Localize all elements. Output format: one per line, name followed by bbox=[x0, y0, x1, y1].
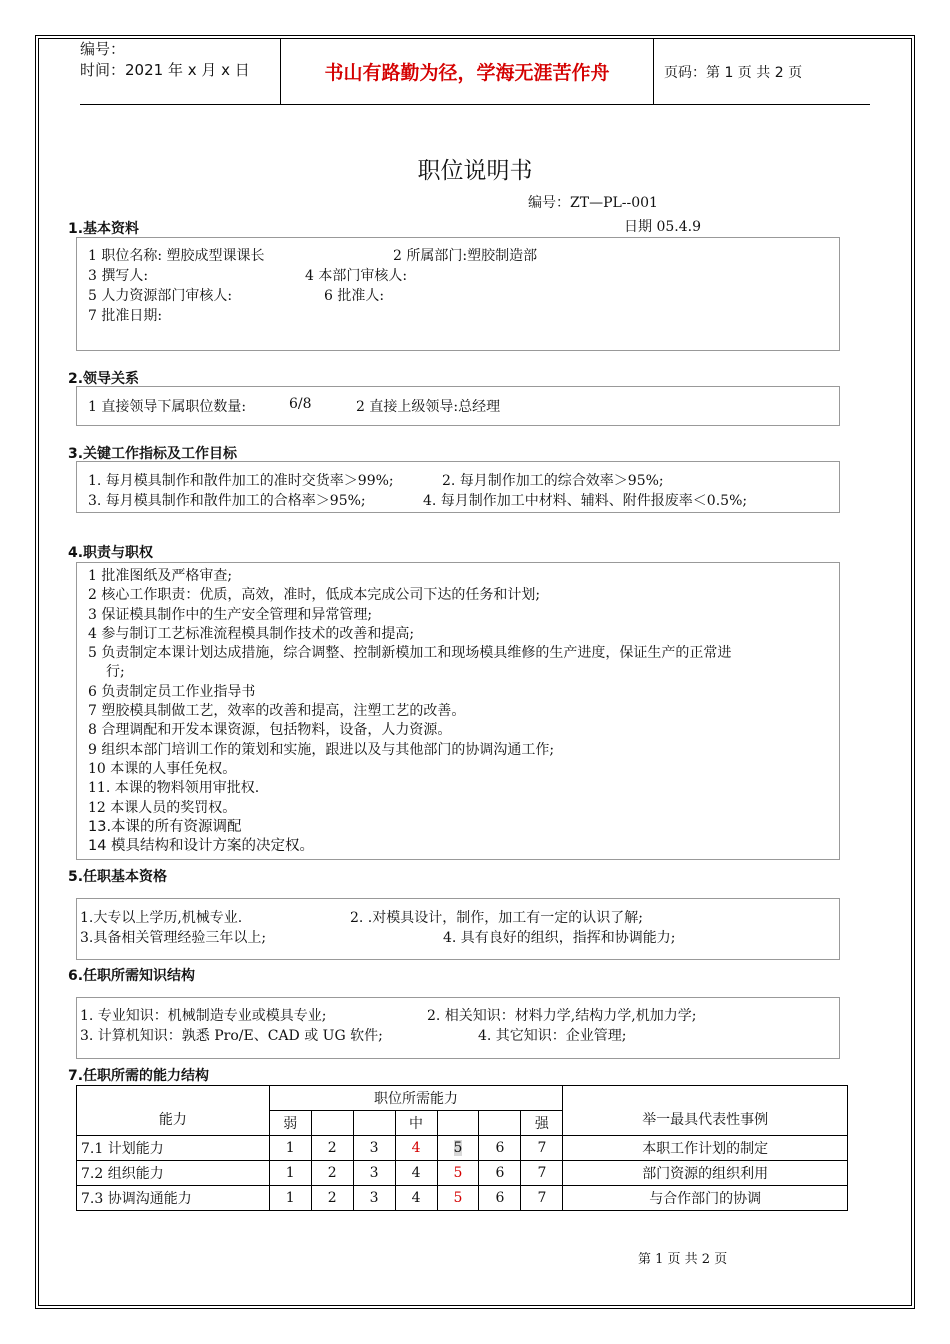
section-4-heading: 4.职责与职权 bbox=[68, 545, 154, 561]
level-cell: 3 bbox=[353, 1161, 395, 1186]
level-cell: 2 bbox=[311, 1136, 353, 1161]
level-cell: 1 bbox=[269, 1136, 311, 1161]
qualification-1: 1.大专以上学历,机械专业. bbox=[80, 910, 243, 926]
section-2-heading: 2.领导关系 bbox=[68, 371, 140, 387]
document-header bbox=[80, 38, 870, 105]
subordinates-value: 6/8 bbox=[289, 396, 312, 412]
page-info: 页码：第 1 页 共 2 页 bbox=[664, 65, 803, 81]
level-cell: 4 bbox=[395, 1186, 437, 1211]
level-cell: 1 bbox=[269, 1161, 311, 1186]
kpi-3: 3. 每月模具制作和散件加工的合格率＞95%; bbox=[88, 493, 366, 509]
ability-name: 7.2 组织能力 bbox=[77, 1161, 270, 1186]
level-cell-selected: 4 bbox=[395, 1136, 437, 1161]
level-cell-selected: 5 bbox=[437, 1186, 479, 1211]
table-header-row bbox=[77, 1086, 848, 1111]
table-row bbox=[77, 1186, 848, 1211]
approve-date: 7 批准日期: bbox=[88, 308, 163, 324]
level-cell: 6 bbox=[479, 1186, 521, 1211]
duty-item: 9 组织本部门培训工作的策划和实施，跟进以及与其他部门的协调沟通工作; bbox=[88, 741, 555, 758]
knowledge-2: 2. 相关知识：材料力学,结构力学,机加力学; bbox=[427, 1008, 697, 1024]
direct-superior: 2 直接上级领导:总经理 bbox=[356, 399, 501, 415]
duty-item: 7 塑胶模具制做工艺，效率的改善和提高，注塑工艺的改善。 bbox=[88, 703, 466, 720]
col-ability: 能力 bbox=[77, 1086, 270, 1136]
scale-weak: 弱 bbox=[269, 1111, 311, 1136]
section-3-heading: 3.关键工作指标及工作目标 bbox=[68, 446, 238, 462]
duty-item: 11. 本课的物料领用审批权. bbox=[88, 780, 260, 797]
level-cell: 7 bbox=[521, 1136, 563, 1161]
ability-example: 与合作部门的协调 bbox=[563, 1186, 848, 1211]
level-cell: 7 bbox=[521, 1186, 563, 1211]
header-meta bbox=[80, 38, 280, 104]
duty-item: 5 负责制定本课计划达成措施，综合调整、控制新模加工和现场模具维修的生产进度，保证生产的正常进 bbox=[88, 645, 732, 662]
kpi-1: 1. 每月模具制作和散件加工的准时交货率＞99%; bbox=[88, 473, 394, 489]
subordinates-label: 1 直接领导下属职位数量: bbox=[88, 399, 247, 415]
position-name: 1 职位名称: 塑胶成型课课长 bbox=[88, 248, 265, 264]
level-cell-selected: 5 bbox=[437, 1161, 479, 1186]
duty-item: 6 负责制定员工作业指导书 bbox=[88, 683, 256, 700]
qualification-2: 2. .对模具设计，制作，加工有一定的认识了解; bbox=[350, 910, 643, 926]
level-cell: 3 bbox=[353, 1186, 395, 1211]
ability-name: 7.3 协调沟通能力 bbox=[77, 1186, 270, 1211]
level-cell: 5 bbox=[437, 1136, 479, 1161]
motto: 书山有路勤为径，学海无涯苦作舟 bbox=[280, 38, 654, 104]
knowledge-3: 3. 计算机知识：孰悉 Pro/E、CAD 或 UG 软件; bbox=[80, 1028, 383, 1044]
doc-date: 日期 05.4.9 bbox=[624, 219, 701, 235]
duty-item: 3 保证模具制作中的生产安全管理和异常管理; bbox=[88, 606, 373, 623]
duty-item: 4 参与制订工艺标准流程模具制作技术的改善和提高; bbox=[88, 625, 415, 642]
level-cell: 7 bbox=[521, 1161, 563, 1186]
section-6-heading: 6.任职所需知识结构 bbox=[68, 968, 196, 984]
duty-item: 8 合理调配和开发本课资源，包括物料，设备，人力资源。 bbox=[88, 722, 452, 739]
duty-item: 1 批准图纸及严格审查; bbox=[88, 568, 233, 584]
duty-item: 12 本课人员的奖罚权。 bbox=[88, 799, 237, 816]
duties-list bbox=[88, 567, 731, 856]
ability-table bbox=[76, 1085, 848, 1211]
level-cell: 1 bbox=[269, 1186, 311, 1211]
scale-strong: 强 bbox=[521, 1111, 563, 1136]
level-cell: 2 bbox=[311, 1186, 353, 1211]
level-cell: 6 bbox=[479, 1161, 521, 1186]
qualification-4: 4. 具有良好的组织，指挥和协调能力; bbox=[443, 930, 676, 946]
hr-reviewer: 5 人力资源部门审核人: bbox=[88, 288, 233, 304]
level-cell: 2 bbox=[311, 1161, 353, 1186]
ability-example: 部门资源的组织利用 bbox=[563, 1161, 848, 1186]
kpi-4: 4. 每月制作加工中材料、辅料、附件报废率＜0.5%; bbox=[423, 493, 748, 509]
level-cell: 4 bbox=[395, 1161, 437, 1186]
duty-item: 10 本课的人事任免权。 bbox=[88, 760, 237, 777]
knowledge-4: 4. 其它知识：企业管理; bbox=[478, 1028, 627, 1044]
section-1-heading: 1.基本资料 bbox=[68, 221, 140, 237]
level-cell: 3 bbox=[353, 1136, 395, 1161]
doc-number-label: 编号： bbox=[80, 40, 126, 58]
doc-code: 编号：ZT—PL--001 bbox=[528, 195, 658, 211]
knowledge-1: 1. 专业知识：机械制造专业或模具专业; bbox=[80, 1008, 327, 1024]
section-5-heading: 5.任职基本资格 bbox=[68, 869, 168, 885]
duty-item: 14 模具结构和设计方案的决定权。 bbox=[88, 838, 315, 855]
writer: 3 撰写人: bbox=[88, 268, 149, 284]
col-required: 职位所需能力 bbox=[269, 1086, 563, 1111]
duty-item-continuation: 行; bbox=[106, 664, 125, 681]
section-7-heading: 7.任职所需的能力结构 bbox=[68, 1068, 210, 1084]
level-cell: 6 bbox=[479, 1136, 521, 1161]
duty-item: 13.本课的所有资源调配 bbox=[88, 818, 242, 835]
page-footer: 第 1 页 共 2 页 bbox=[638, 1252, 728, 1267]
ability-example: 本职工作计划的制定 bbox=[563, 1136, 848, 1161]
ability-name: 7.1 计划能力 bbox=[77, 1136, 270, 1161]
kpi-2: 2. 每月制作加工的综合效率＞95%; bbox=[442, 473, 664, 489]
approver: 6 批准人: bbox=[324, 288, 385, 304]
dept-reviewer: 4 本部门审核人: bbox=[305, 268, 408, 284]
scale-mid: 中 bbox=[395, 1111, 437, 1136]
department: 2 所属部门:塑胶制造部 bbox=[393, 248, 538, 264]
duty-item: 2 核心工作职责：优质，高效，准时，低成本完成公司下达的任务和计划; bbox=[88, 587, 541, 604]
col-example: 举一最具代表性事例 bbox=[563, 1086, 848, 1136]
qualification-3: 3.具备相关管理经验三年以上; bbox=[80, 930, 267, 946]
table-row bbox=[77, 1161, 848, 1186]
page-title: 职位说明书 bbox=[417, 158, 533, 184]
table-row bbox=[77, 1136, 848, 1161]
date-line: 时间：2021 年 x 月 x 日 bbox=[80, 61, 250, 79]
